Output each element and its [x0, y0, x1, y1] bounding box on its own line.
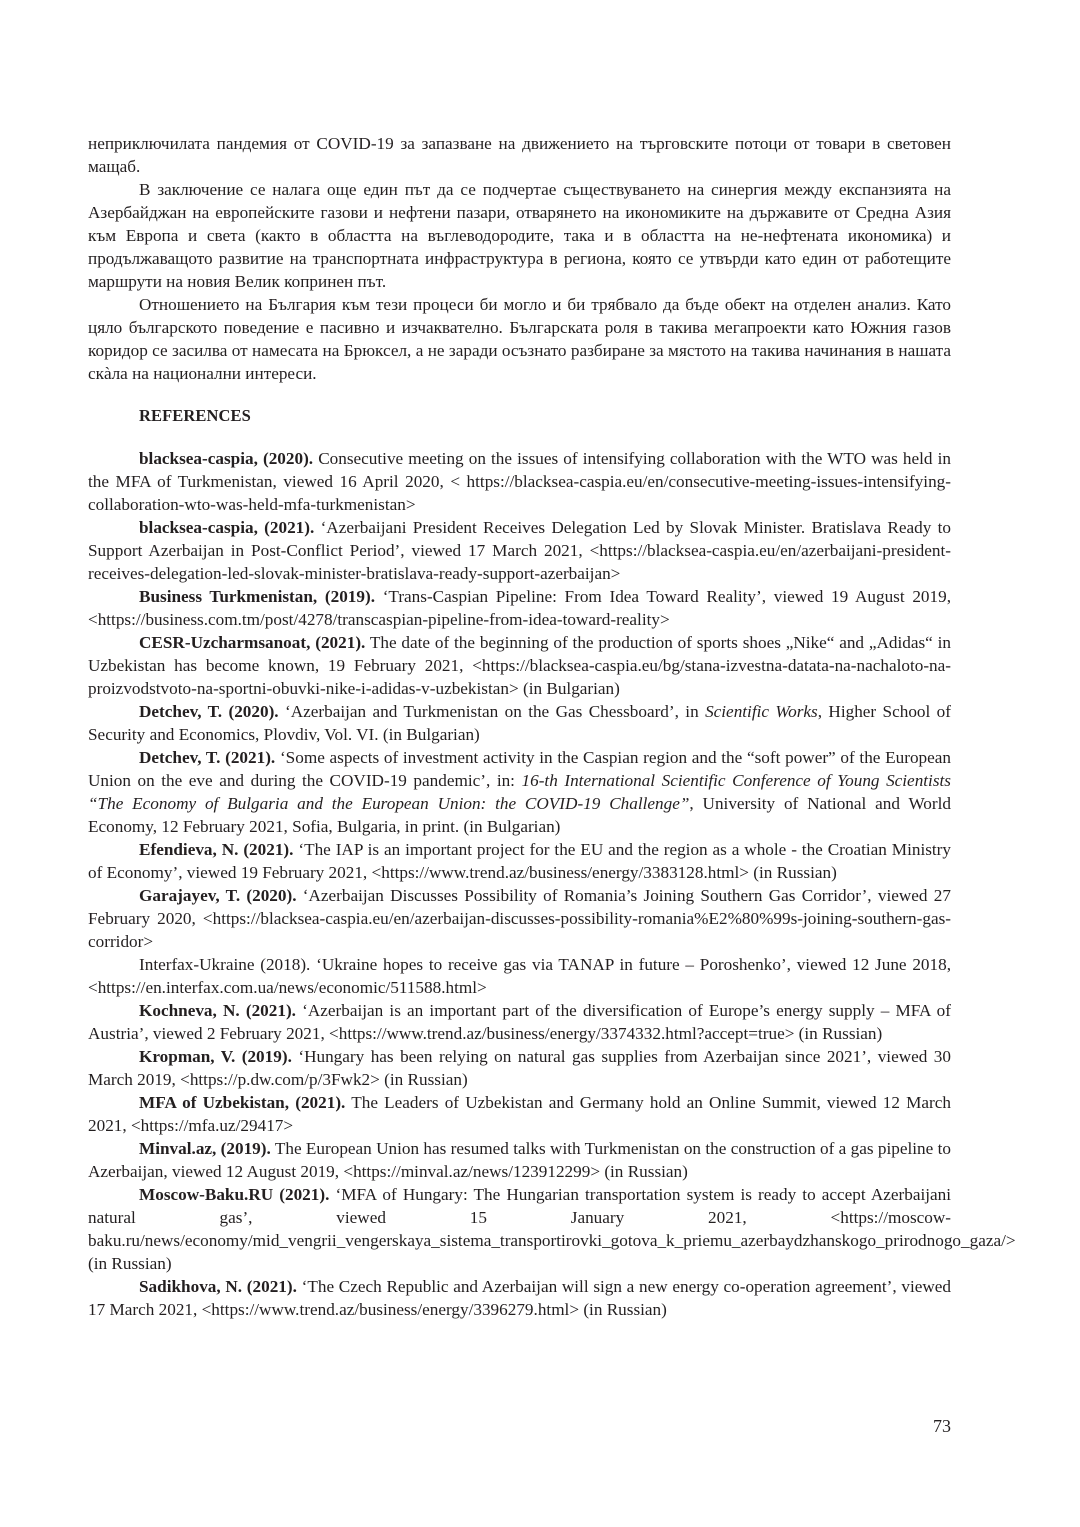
reference-italic-title: 16-th International Scientific Conference of Young Scientists “The Economy of Bulgaria and the European Union: the COVID-19 Challenge”: [88, 771, 951, 813]
reference-text: ‘The IAP is an important project for the EU and the region as a whole - the Croatian Ministry of Economy’, viewed 19 February 2021, <https://www.trend.az/business/energy/3383128.html> (in Russian): [88, 840, 951, 882]
reference-author: Kropman, V. (2019).: [139, 1047, 292, 1066]
reference-text: ‘Hungary has been relying on natural gas supplies from Azerbaijan since 2021’, viewed 30 March 2019, <https://p.dw.com/p/3Fwk2> (in Russian): [88, 1047, 951, 1089]
reference-text: ‘MFA of Hungary: The Hungarian transportation system is ready to accept Azerbaijani natural gas’, viewed 15 January 2021, <https://moscow-baku.ru/news/economy/mid_vengrii_vengerskaya_sistema_transportirovki_gotova_k_priemu_azerbaydzhanskogo_prirodnogo_gaza/> (in Russian): [88, 1185, 1016, 1273]
reference-author: Detchev, T. (2020).: [139, 702, 279, 721]
references-list: [88, 447, 1016, 1321]
reference-author: Detchev, T. (2021).: [139, 748, 276, 767]
reference-item: [88, 700, 951, 746]
reference-item: [88, 1183, 1016, 1275]
reference-author: Sadikhova, N. (2021).: [139, 1277, 297, 1296]
reference-author: Business Turkmenistan, (2019).: [139, 587, 376, 606]
reference-author: blacksea-caspia, (2020).: [139, 449, 314, 468]
reference-text: , Higher School of Security and Economics, Plovdiv, Vol. VI. (in Bulgarian): [88, 702, 951, 744]
reference-author: Minval.az, (2019).: [139, 1139, 271, 1158]
reference-item: [88, 884, 951, 953]
reference-author: blacksea-caspia, (2021).: [139, 518, 315, 537]
reference-item: [88, 516, 951, 585]
reference-text: ‘Azerbaijan Discusses Possibility of Romania’s Joining Southern Gas Corridor’, viewed 27 February 2020, <https://blacksea-caspia.eu/en/azerbaijan-discusses-possibility-romania%E2%80%99s-joining-southern-gas-corridor>: [88, 886, 951, 951]
reference-text: ‘Trans-Caspian Pipeline: From Idea Toward Reality’, viewed 19 August 2019, <https://business.com.tm/post/4278/transcaspian-pipeline-from-idea-toward-reality>: [88, 587, 951, 629]
reference-text: The date of the beginning of the production of sports shoes „Nike“ and „Adidas“ in Uzbekistan has become known, 19 February 2021, <https://blacksea-caspia.eu/bg/stana-izvestna-datata-na-nachaloto-na-proizvodstvoto-na-sportni-obuvki-nike-i-adidas-v-uzbekistan> (in Bulgarian): [88, 633, 952, 698]
reference-item: [88, 953, 951, 999]
body-paragraph: Отношението на България към тези процеси би могло и би трябвало да бъде обект на отделен анализ. Като цяло българското поведение е пасивно и изчаквателно. Българската роля в такива мегапроекти като Южния газов коридор се засилва от намесата на Брюксел, а не заради осъзнато разбиране за мястото на такива начинания в нашата скàла на национални интереси.: [88, 295, 951, 383]
reference-author: Kochneva, N. (2021).: [139, 1001, 296, 1020]
reference-text: Interfax-Ukraine (2018). ‘Ukraine hopes to receive gas via TANAP in future – Poroshenko’, viewed 12 June 2018, <https://en.interfax.com.ua/news/economic/511588.html>: [88, 955, 951, 997]
reference-item: [88, 999, 951, 1045]
reference-text: The Leaders of Uzbekistan and Germany hold an Online Summit, viewed 12 March 2021, <https://mfa.uz/29417>: [88, 1093, 951, 1135]
reference-text: , University of National and World Economy, 12 February 2021, Sofia, Bulgaria, in print. (in Bulgarian): [88, 794, 951, 836]
body-paragraph: В заключение се налага още един път да се подчертае съществуването на синергия между експанзията на Азербайджан на европейските газови и нефтени пазари, отварянето на икономиките на държавите от Средна Азия към Европа и света (както в областта на въглеводородите, така и в областта на не-нефтената икономика) и продължаващото развитие на транспортната инфраструктура в региона, която се утвърди като един от работещите маршрути на новия Велик копринен път.: [88, 180, 951, 291]
reference-item: [88, 838, 951, 884]
reference-item: [88, 447, 951, 516]
reference-item: [88, 1045, 951, 1091]
reference-author: Moscow-Baku.RU (2021).: [139, 1185, 330, 1204]
reference-item: [88, 1091, 951, 1137]
reference-author: MFA of Uzbekistan, (2021).: [139, 1093, 346, 1112]
reference-item: [88, 585, 951, 631]
page-content: [88, 132, 1016, 1321]
reference-item: [88, 631, 951, 700]
body-paragraph: неприключилата пандемия от COVID-19 за запазване на движението на търговските потоци от товари в световен мащаб.: [88, 134, 951, 176]
page-number: 73: [933, 1416, 951, 1436]
reference-item: [88, 1137, 951, 1183]
reference-author: CESR-Uzcharmsanoat, (2021).: [139, 633, 366, 652]
reference-item: [88, 1275, 951, 1321]
reference-text: ‘The Czech Republic and Azerbaijan will sign a new energy co-operation agreement’, viewed 17 March 2021, <https://www.trend.az/business/energy/3396279.html> (in Russian): [88, 1277, 951, 1319]
reference-text: ‘Some aspects of investment activity in the Caspian region and the “soft power” of the European Union on the eve and during the COVID-19 pandemic’, in:: [88, 748, 951, 790]
reference-text: ‘Azerbaijan and Turkmenistan on the Gas Chessboard’, in: [278, 702, 706, 721]
reference-text: ‘Azerbaijan is an important part of the diversification of Europe’s energy supply – MFA of Austria’, viewed 2 February 2021, <https://www.trend.az/business/energy/3374332.html?accept=true> (in Russian): [88, 1001, 952, 1043]
reference-text: ‘Azerbaijani President Receives Delegation Led by Slovak Minister. Bratislava Ready to Support Azerbaijan in Post-Conflict Period’, viewed 17 March 2021, <https://blacksea-caspia.eu/en/azerbaijani-president-receives-delegation-led-slovak-minister-bratislava-ready-support-azerbaijan>: [88, 518, 951, 583]
reference-author: Efendieva, N. (2021).: [139, 840, 294, 859]
reference-item: [88, 746, 951, 838]
reference-italic-title: Scientific Works: [705, 702, 818, 721]
references-heading: REFERENCES: [139, 406, 251, 425]
reference-text: Consecutive meeting on the issues of intensifying collaboration with the WTO was held in the MFA of Turkmenistan, viewed 16 April 2020, < https://blacksea-caspia.eu/en/consecutive-meeting-issues-intensifying-collaboration-wto-was-held-mfa-turkmenistan>: [88, 449, 951, 514]
reference-author: Garajayev, T. (2020).: [139, 886, 297, 905]
reference-text: The European Union has resumed talks with Turkmenistan on the construction of a gas pipeline to Azerbaijan, viewed 12 August 2019, <https://minval.az/news/123912299> (in Russian): [88, 1139, 951, 1181]
